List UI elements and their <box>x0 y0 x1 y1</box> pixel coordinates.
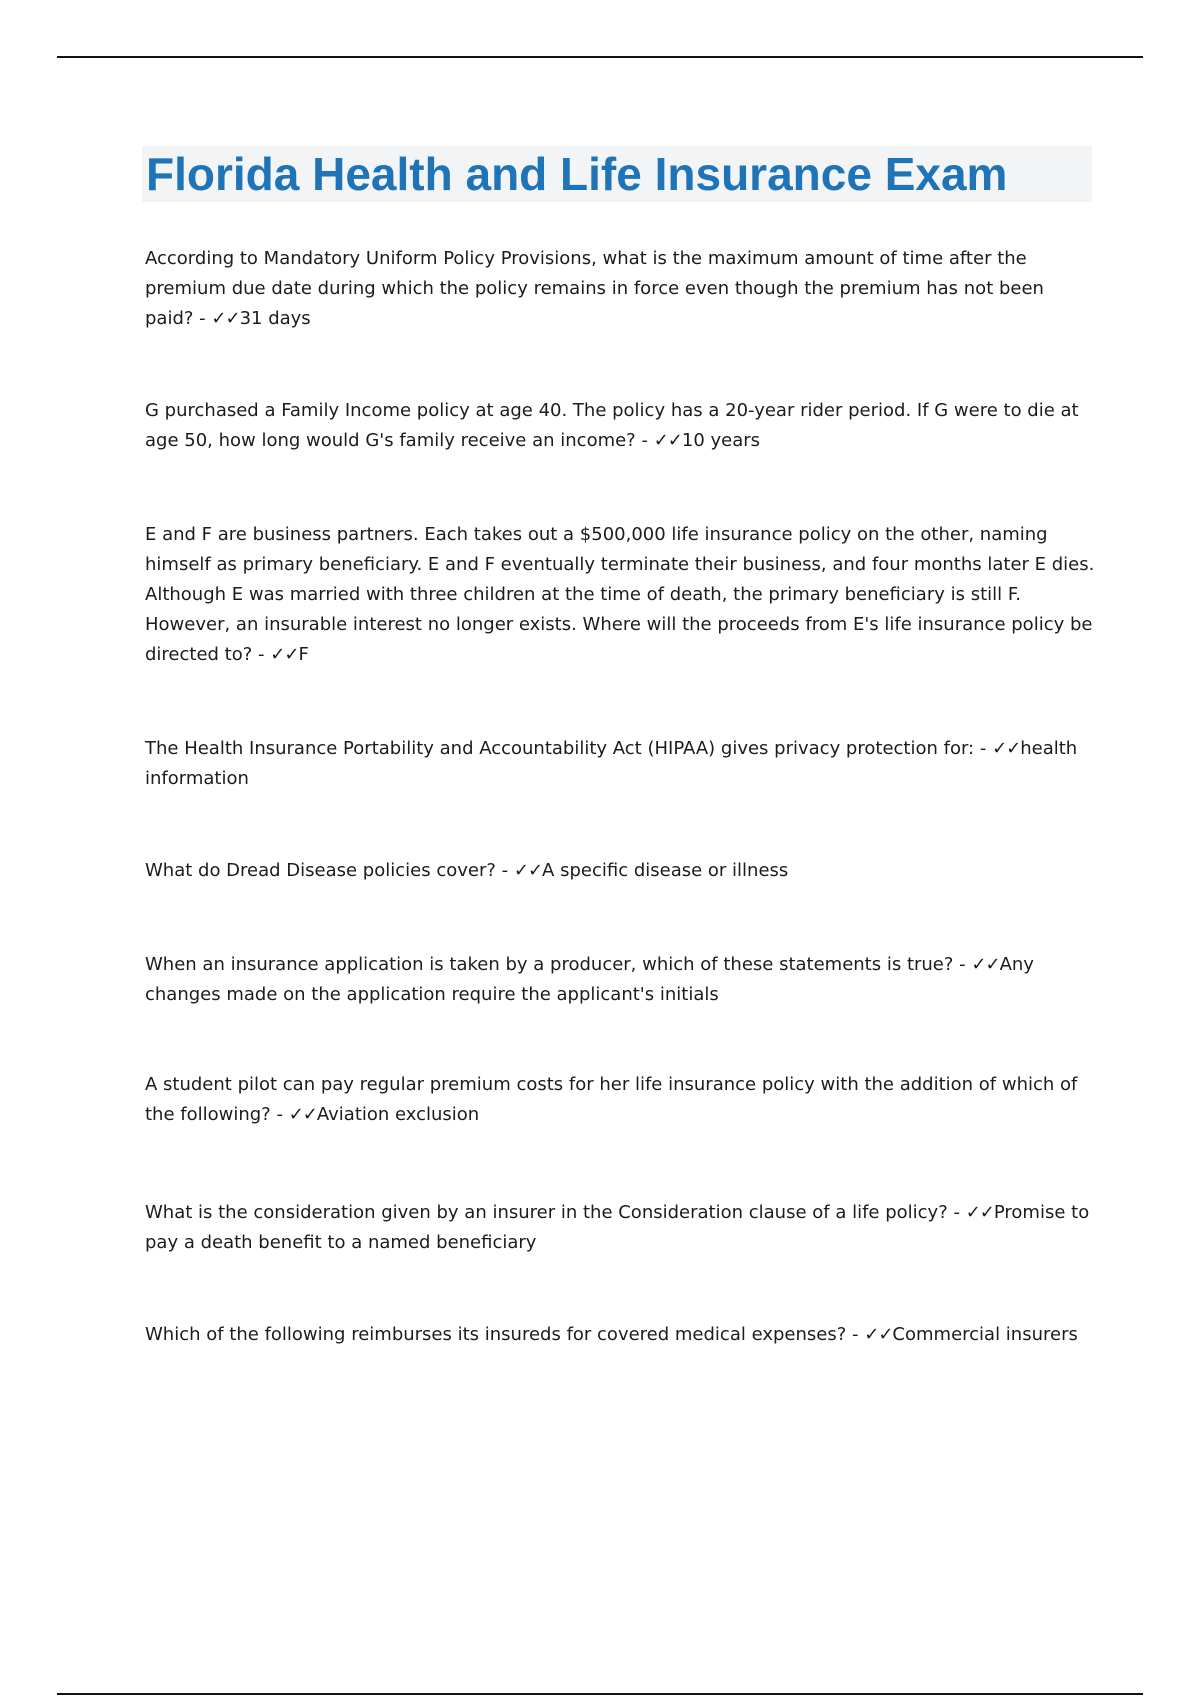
separator: - <box>193 308 212 329</box>
check-mark-icon: ✓✓ <box>211 308 240 329</box>
check-mark-icon: ✓✓ <box>288 1104 317 1125</box>
answer-text: A specific disease or illness <box>542 860 789 881</box>
answer-text: Aviation exclusion <box>316 1104 480 1125</box>
check-mark-icon: ✓✓ <box>513 860 543 881</box>
separator: - <box>270 1104 289 1125</box>
check-mark-icon: ✓✓ <box>971 954 1000 975</box>
check-mark-icon: ✓✓ <box>653 430 682 451</box>
top-divider <box>57 56 1143 58</box>
qa-item-4 <box>145 734 1095 794</box>
qa-item-6 <box>145 950 1095 1010</box>
answer-text: Commercial insurers <box>892 1324 1078 1345</box>
separator: - <box>953 954 972 975</box>
separator: - <box>947 1202 966 1223</box>
answer-text: health information <box>145 738 1078 789</box>
qa-item-1 <box>145 244 1095 334</box>
separator: - <box>635 430 654 451</box>
separator: - <box>495 860 514 881</box>
question-text: According to Mandatory Uniform Policy Provisions, what is the maximum amount of time after the premium due date during which the policy remains in force even though the premium has not been paid? <box>145 248 1044 329</box>
question-text: G purchased a Family Income policy at age 40. The policy has a 20-year rider period. If G were to die at age 50, how long would G's family receive an income? <box>145 400 1079 451</box>
question-text: The Health Insurance Portability and Accountability Act (HIPAA) gives privacy protection for: <box>145 738 975 759</box>
check-mark-icon: ✓✓ <box>270 644 299 665</box>
check-mark-icon: ✓✓ <box>864 1324 893 1345</box>
answer-text: F <box>298 644 309 665</box>
question-text: Which of the following reimburses its insureds for covered medical expenses? <box>145 1324 847 1345</box>
document-title: Florida Health and Life Insurance Exam <box>146 148 1008 200</box>
check-mark-icon: ✓✓ <box>992 738 1021 759</box>
answer-text: Any changes made on the application require the applicant's initials <box>145 954 1034 1005</box>
check-mark-icon: ✓✓ <box>965 1202 994 1223</box>
question-text: What is the consideration given by an insurer in the Consideration clause of a life policy? <box>145 1202 948 1223</box>
title-banner <box>142 146 1092 202</box>
question-text: What do Dread Disease policies cover? <box>145 860 496 881</box>
qa-item-7 <box>145 1070 1095 1130</box>
question-text: E and F are business partners. Each takes out a $500,000 life insurance policy on the other, naming himself as primary beneficiary. E and F eventually terminate their business, and four months later E dies. Although E was married with three children at the time of death, the primary beneficiary is still F. However, an insurable interest no longer exists. Where will the proceeds from E's life insurance policy be directed to? <box>145 524 1095 665</box>
qa-item-9 <box>145 1320 1095 1350</box>
bottom-divider <box>57 1693 1143 1695</box>
question-text: A student pilot can pay regular premium costs for her life insurance policy with the addition of which of the following? <box>145 1074 1078 1125</box>
answer-text: 31 days <box>239 308 311 329</box>
qa-item-2 <box>145 396 1095 456</box>
separator: - <box>252 644 271 665</box>
separator: - <box>974 738 993 759</box>
answer-text: 10 years <box>681 430 761 451</box>
separator: - <box>846 1324 865 1345</box>
qa-item-3 <box>145 520 1095 670</box>
qa-item-5 <box>145 856 1095 886</box>
question-text: When an insurance application is taken by a producer, which of these statements is true? <box>145 954 954 975</box>
qa-item-8 <box>145 1198 1095 1258</box>
answer-text: Promise to pay a death benefit to a named beneficiary <box>145 1202 1090 1253</box>
